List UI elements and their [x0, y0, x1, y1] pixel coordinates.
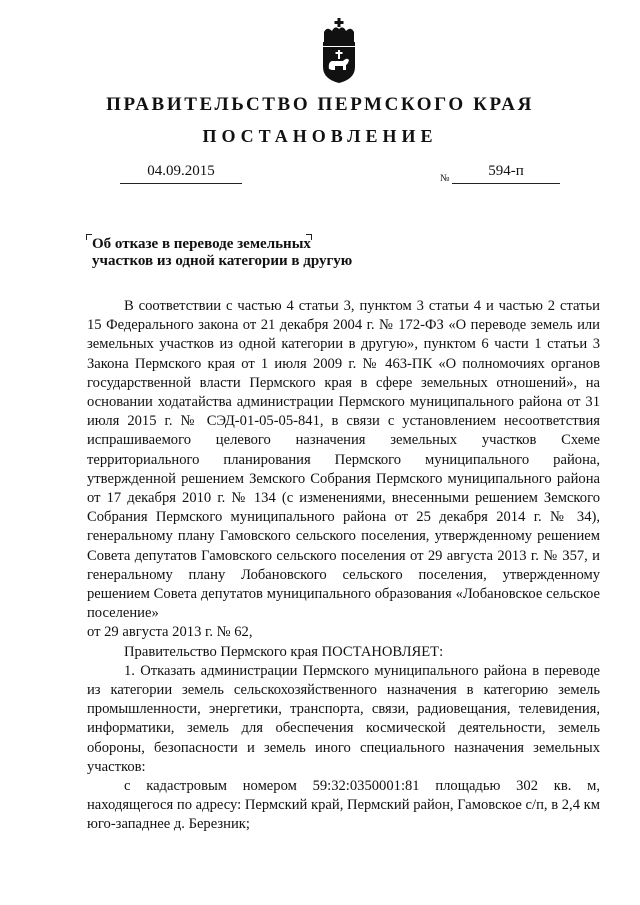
document-type: ПОСТАНОВЛЕНИЕ	[202, 126, 438, 146]
subject-line-1: Об отказе в переводе земельных	[92, 236, 311, 252]
number-sign: №	[440, 173, 450, 184]
land-plot-item: с кадастровым номером 59:32:0350001:81 площадью 302 кв. м, находящегося по адресу: Пермский край, Пермский район, Гамовское с/п, в 2,4 км юго-западнее д. Березник;	[87, 778, 600, 833]
clause-1-paragraph: 1. Отказать администрации Пермского муниципального района в переводе из категории земель сельскохозяйственного назначения в категорию земель промышленности, энергетики, транспорта, связи, радиовещания, телевидения, информатики, земель для обеспечения космической деятельности, земель обороны, безопасности и земель иного специального назначения земельных участков:	[87, 662, 600, 775]
government-title: ПРАВИТЕЛЬСТВО ПЕРМСКОГО КРАЯ	[106, 94, 534, 115]
document-subject	[92, 236, 362, 270]
subject-line-2: участков из одной категории в другую	[92, 253, 353, 269]
document-body	[87, 297, 600, 835]
document-date: 04.09.2015	[120, 163, 242, 184]
preamble-paragraph: В соответствии с частью 4 статьи 3, пунктом 3 статьи 4 и частью 2 статьи 15 Федерального закона от 21 декабря 2004 г. № 172-ФЗ «О переводе земель или земельных участков из одной категории в другую», пунктом 6 части 1 статьи 3 Закона Пермского края от 1 июля 2009 г. № 463-ПК «О полномочиях органов государственной власти Пермского края в сфере земельных отношений», на основании ходатайства администрации Пермского муниципального района от 31 июля 2015 г. № СЭД-01-05-05-841, в связи с установлением несоответствия испрашиваемого целевого назначения земельных участков Схеме территориального планирования Пермского муниципального района, утвержденной решением Земского Собрания Пермского муниципального района от 17 декабря 2010 г. № 134 (с изменениями, внесенными решением Земского Собрания Пермского муниципального района от 25 декабря 2014 г. № 34), генеральному плану Гамовского сельского поселения, утвержденному решением Совета депутатов Гамовского сельского поселения от 29 августа 2013 г. № 357, и генеральному плану Лобановского сельского поселения, утвержденному решением Совета депутатов муниципального образования «Лобановское сельское поселение»	[87, 298, 600, 622]
resolution-statement: Правительство Пермского края ПОСТАНОВЛЯЕТ:	[124, 643, 444, 660]
document-number: 594-п	[452, 163, 560, 184]
preamble-paragraph-end: от 29 августа 2013 г. № 62,	[87, 624, 253, 641]
perm-krai-coat-of-arms-icon	[318, 18, 360, 84]
